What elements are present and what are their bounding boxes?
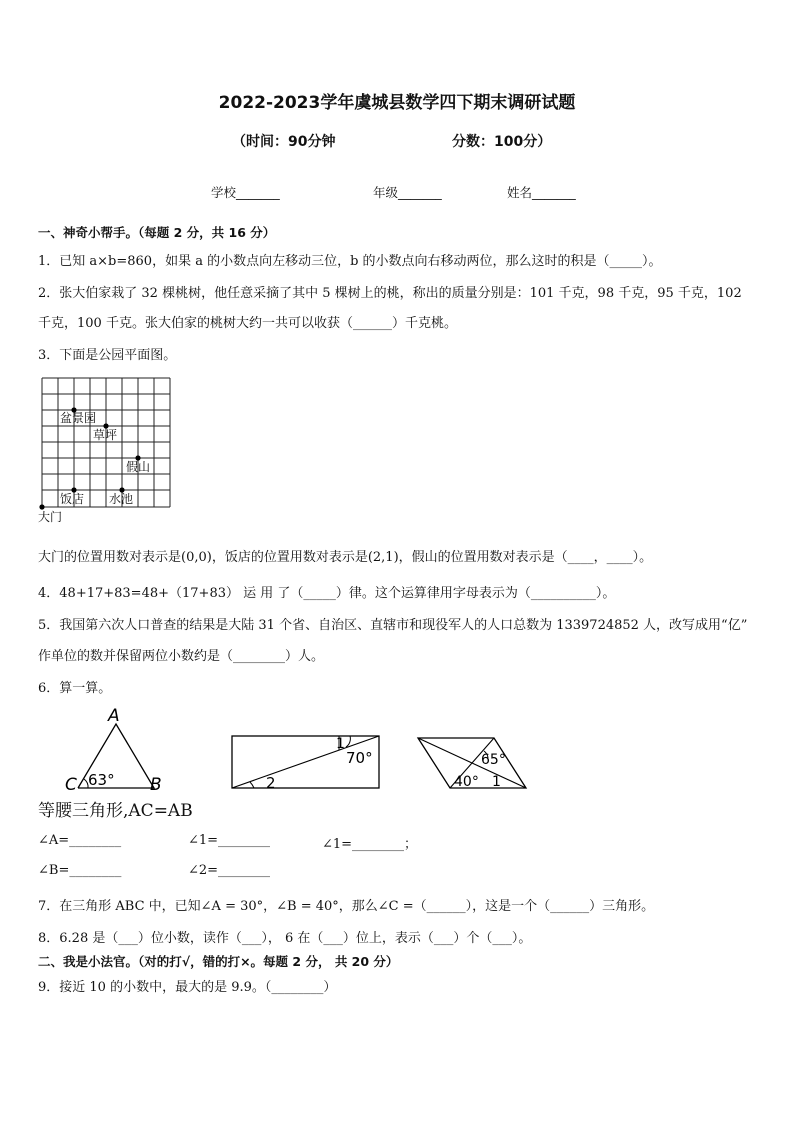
para-angle-40: 40° (454, 774, 479, 790)
question-3: 3．下面是公园平面图。 (38, 348, 177, 363)
school-field: 学校_______ (211, 185, 280, 200)
answer-para-angle-1: ∠1=________； (322, 837, 418, 852)
isosceles-triangle-figure (60, 704, 180, 794)
question-6: 6．算一算。 (38, 681, 112, 696)
para-angle-1: 1 (492, 774, 501, 790)
question-9: 9．接近 10 的小数中，最大的是 9.9。（________） (38, 980, 337, 995)
rectangle-figure (228, 734, 384, 792)
answer-angle-B: ∠B=________ (38, 863, 122, 878)
answer-rect-angle-1: ∠1=________ (188, 833, 271, 848)
rect-angle-1: 1 (336, 736, 345, 752)
page-title: 2022-2023学年虞城县数学四下期末调研试题 (218, 93, 576, 113)
map-label-restaurant: 饭店 (60, 492, 85, 506)
map-label-lawn: 草坪 (93, 428, 118, 442)
grade-field: 年级_______ (373, 185, 442, 200)
gate-point (39, 504, 44, 509)
question-4: 4．48+17+83=48+（17+83） 运 用 了（_____）律。这个运算律用字母表示为（__________）。 (38, 586, 616, 601)
question-1: 1．已知 a×b=860，如果 a 的小数点向左移动三位，b 的小数点向右移动两位，那么这时的积是（_____）。 (38, 254, 662, 269)
question-2-line2: 千克，100 千克。张大伯家的桃树大约一共可以收获（______）千克桃。 (38, 316, 457, 331)
total-score: 分数：100分） (452, 134, 552, 150)
map-label-pool: 水池 (109, 492, 134, 506)
section2-heading: 二、我是小法官。（对的打√，错的打×。每题 2 分， 共 20 分） (38, 954, 399, 969)
isosceles-caption: 等腰三角形,AC=AB (38, 801, 193, 821)
answer-rect-angle-2: ∠2=________ (188, 863, 271, 878)
question-2-line1: 2．张大伯家栽了 32 棵桃树，他任意采摘了其中 5 棵树上的桃，称出的质量分别是：101 千克，98 千克，95 千克，102 (38, 286, 742, 301)
answer-angle-A: ∠A=________ (38, 833, 122, 848)
vertex-C: C (65, 775, 77, 794)
section1-heading: 一、神奇小帮手。（每题 2 分，共 16 分） (38, 225, 276, 240)
question-5-line2: 作单位的数并保留两位小数约是（________）人。 (38, 649, 325, 664)
vertex-A: A (108, 706, 120, 726)
map-label-hill: 假山 (126, 460, 151, 474)
vertex-B: B (150, 775, 162, 794)
time-limit: （时间：90分钟 (232, 134, 336, 150)
map-label-gate: 大门 (38, 510, 63, 524)
map-label-garden: 盆景园 (60, 411, 97, 425)
para-angle-65: 65° (481, 752, 506, 768)
rect-angle-70: 70° (346, 749, 373, 767)
parallelogram-figure (414, 734, 532, 792)
question-5-line1: 5．我国第六次人口普查的结果是大陆 31 个省、自治区、直辖市和现役军人的人口总数为 1339724852 人，改写成用“亿” (38, 618, 748, 633)
question-8: 8．6.28 是（___）位小数，读作（___）， 6 在（___）位上，表示（___）个（___）。 (38, 931, 532, 946)
rect-angle-2: 2 (266, 774, 276, 792)
question-7: 7．在三角形 ABC 中，已知∠A = 30°，∠B = 40°，那么∠C =（______），这是一个（______）三角形。 (38, 899, 655, 914)
question-3-text: 大门的位置用数对表示是(0,0)，饭店的位置用数对表示是(2,1)，假山的位置用数对表示是（____，____）。 (38, 550, 653, 565)
angle-63: 63° (88, 771, 115, 789)
name-field: 姓名_______ (507, 185, 576, 200)
park-map (38, 374, 178, 524)
